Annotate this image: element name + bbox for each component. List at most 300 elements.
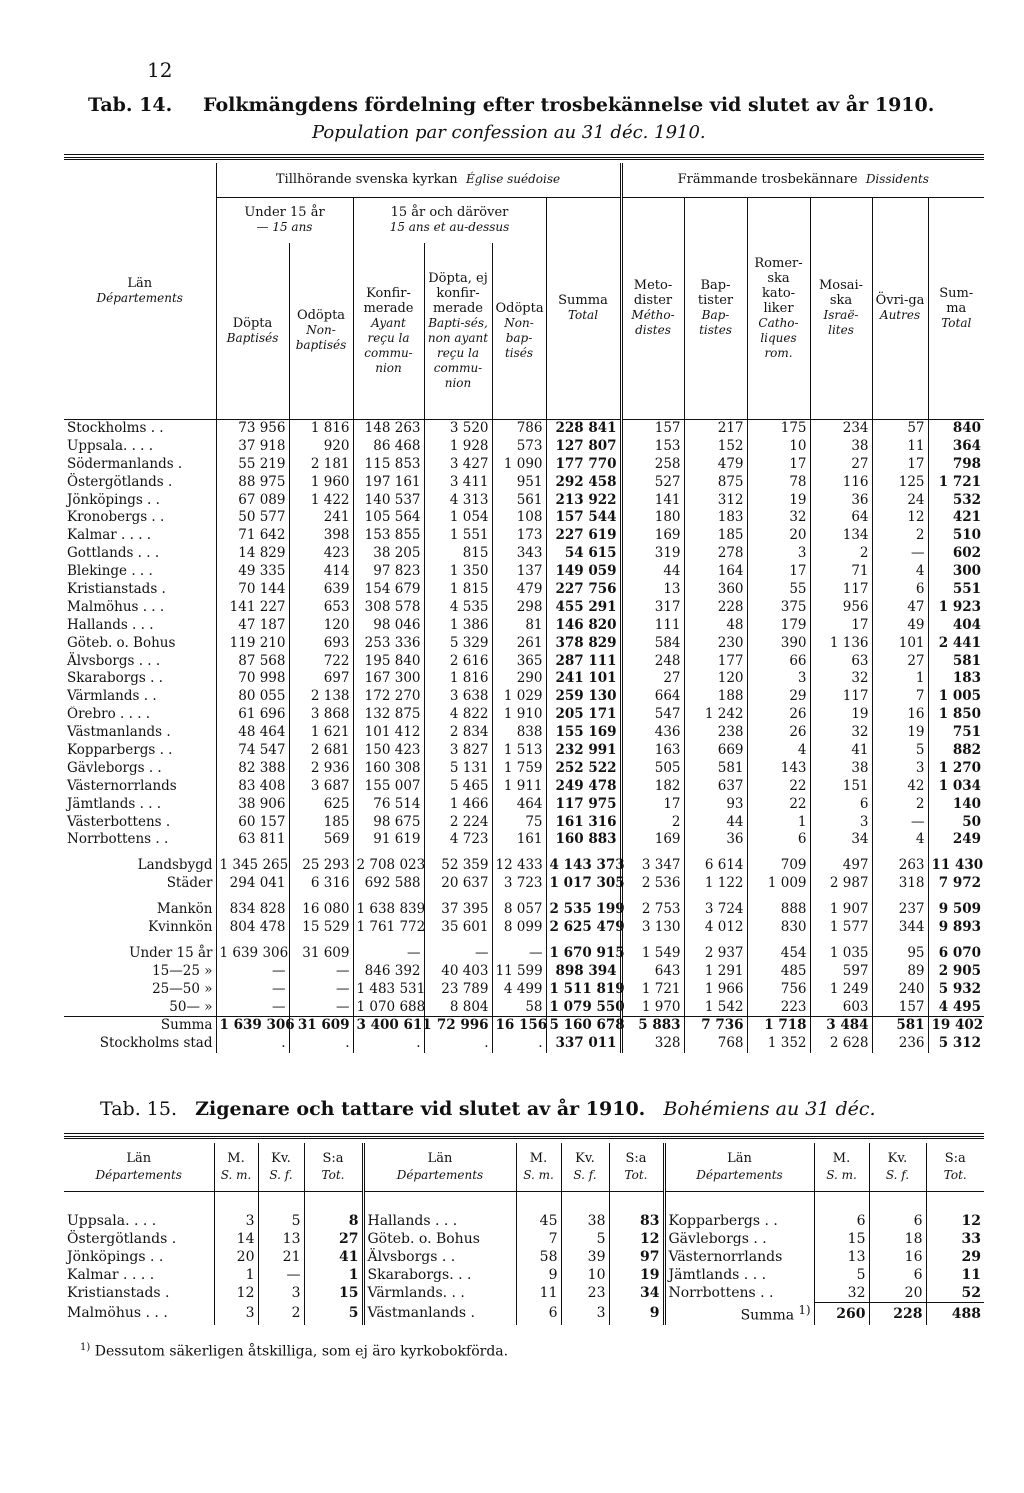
cell-value: 38 xyxy=(810,437,872,455)
row-label: Västmanlands . xyxy=(363,1302,516,1325)
cell-value: 2 xyxy=(810,545,872,563)
cell-value: 4 143 373 xyxy=(546,857,621,875)
cell-value: 134 xyxy=(810,527,872,545)
header-meto-sv: Meto-dister xyxy=(633,278,673,308)
cell-kv: 18 xyxy=(869,1231,926,1249)
cell-value: 561 xyxy=(492,491,546,509)
cell-value: 32 xyxy=(810,724,872,742)
cell-value: 17 xyxy=(872,455,928,473)
summa-label-text: Summa xyxy=(740,1308,795,1325)
cell-value: 584 xyxy=(621,634,684,652)
cell-value: 19 402 xyxy=(928,1017,984,1035)
cell-value: 3 723 xyxy=(492,875,546,893)
cell-value: 709 xyxy=(747,857,810,875)
cell-value: — xyxy=(216,980,289,998)
header-ovr-sv: Övri-ga xyxy=(875,293,925,308)
t15-h-lan-3-sv: Län xyxy=(727,1150,752,1166)
table-row xyxy=(64,795,984,813)
header-dopta xyxy=(216,243,289,419)
tab15-table xyxy=(64,1143,984,1325)
cell-value: 3 427 xyxy=(424,455,492,473)
cell-value: 3 868 xyxy=(289,706,353,724)
header-under15 xyxy=(216,197,353,243)
cell-m: 3 xyxy=(214,1302,258,1325)
cell-value: 52 359 xyxy=(424,857,492,875)
cell-value: 58 xyxy=(492,998,546,1016)
table-row xyxy=(64,813,984,831)
table-row xyxy=(64,1249,984,1267)
cell-value: 259 130 xyxy=(546,688,621,706)
tab15-top-rule xyxy=(64,1133,984,1134)
cell-value: 87 568 xyxy=(216,652,289,670)
cell-value: 1 911 xyxy=(492,777,546,795)
table-row xyxy=(64,1213,984,1231)
cell-value: 5 329 xyxy=(424,634,492,652)
cell-value: 1 xyxy=(872,670,928,688)
cell-value: 2 441 xyxy=(928,634,984,652)
cell-sa: 12 xyxy=(609,1231,664,1249)
cell-value: 597 xyxy=(810,962,872,980)
row-label: Jönköpings . . xyxy=(67,491,160,508)
row-label: Värmlands . . xyxy=(67,688,157,705)
cell-value: 551 xyxy=(928,581,984,599)
group-row xyxy=(64,1035,984,1053)
header-over15 xyxy=(353,197,546,243)
cell-value: 398 xyxy=(289,527,353,545)
header-foreign-fr: Dissidents xyxy=(865,172,929,187)
row-label: Uppsala. . . . xyxy=(67,437,154,454)
cell-value: 5 312 xyxy=(928,1035,984,1053)
cell-sa: 34 xyxy=(609,1284,664,1302)
cell-value: 31 609 xyxy=(289,944,353,962)
cell-value: 888 xyxy=(747,901,810,919)
cell-kv: 23 xyxy=(561,1284,609,1302)
cell-value: 140 xyxy=(928,795,984,813)
t15-h-sa-3 xyxy=(926,1143,984,1191)
cell-value: 3 724 xyxy=(684,901,747,919)
cell-value: 164 xyxy=(684,563,747,581)
cell-sa: 5 xyxy=(304,1302,363,1325)
row-label: Blekinge . . . xyxy=(67,563,153,580)
cell-value: 1 035 xyxy=(810,944,872,962)
table-row xyxy=(64,759,984,777)
cell-value: 344 xyxy=(872,919,928,937)
cell-value: 414 xyxy=(289,563,353,581)
header-rom-sv: Romer-ska kato-liker xyxy=(754,255,803,316)
cell-value: 3 827 xyxy=(424,742,492,760)
cell-value: 768 xyxy=(684,1035,747,1053)
cell-value: 290 xyxy=(492,670,546,688)
cell-value: 169 xyxy=(621,527,684,545)
cell-value: 319 xyxy=(621,545,684,563)
cell-value: 798 xyxy=(928,455,984,473)
cell-kv: 3 xyxy=(561,1302,609,1325)
table-row xyxy=(64,1302,984,1325)
cell-value: 48 xyxy=(684,616,747,634)
cell-value: 3 411 xyxy=(424,473,492,491)
cell-value: 7 xyxy=(872,688,928,706)
cell-m: 45 xyxy=(516,1213,561,1231)
cell-value: 155 007 xyxy=(353,777,424,795)
cell-value: 49 335 xyxy=(216,563,289,581)
cell-m: 13 xyxy=(814,1249,869,1267)
cell-value: 143 xyxy=(747,759,810,777)
cell-value: 137 xyxy=(492,563,546,581)
cell-kv: 16 xyxy=(869,1249,926,1267)
cell-value: 163 xyxy=(621,742,684,760)
row-label: Norrbottens . . xyxy=(664,1284,814,1302)
cell-value: 80 055 xyxy=(216,688,289,706)
cell-value: 343 xyxy=(492,545,546,563)
cell-sa: 41 xyxy=(304,1249,363,1267)
header-summa xyxy=(546,197,621,419)
cell-value: 1 638 839 xyxy=(353,901,424,919)
table-row xyxy=(64,473,984,491)
cell-value: 625 xyxy=(289,795,353,813)
cell-value: 830 xyxy=(747,919,810,937)
cell-value: . xyxy=(216,1035,289,1053)
cell-value: 1 345 265 xyxy=(216,857,289,875)
row-label: Gävleborgs . . xyxy=(67,759,162,776)
row-label: Örebro . . . . xyxy=(67,706,151,723)
header-swedish-church-sv: Tillhörande svenska kyrkan xyxy=(275,172,458,188)
cell-value: 15 529 xyxy=(289,919,353,937)
cell-value: 81 xyxy=(492,616,546,634)
table-row xyxy=(64,652,984,670)
cell-value: 232 991 xyxy=(546,742,621,760)
header-sum2 xyxy=(928,197,984,419)
cell-value: 956 xyxy=(810,598,872,616)
row-label: Mankön xyxy=(156,901,213,918)
cell-value: 50 xyxy=(928,813,984,831)
cell-m: 32 xyxy=(814,1284,869,1302)
cell-value: 423 xyxy=(289,545,353,563)
table-row xyxy=(64,491,984,509)
cell-value: 101 xyxy=(872,634,928,652)
header-foreign-sv: Främmande trosbekännare xyxy=(677,172,858,188)
header-konf xyxy=(353,243,424,419)
t15-h-lan-2-sv: Län xyxy=(427,1150,453,1166)
cell-value: 26 xyxy=(747,724,810,742)
cell-value: 464 xyxy=(492,795,546,813)
cell-value: 227 756 xyxy=(546,581,621,599)
cell-value: 1 759 xyxy=(492,759,546,777)
cell-value: 125 xyxy=(872,473,928,491)
cell-value: 527 xyxy=(621,473,684,491)
cell-kv: 6 xyxy=(869,1266,926,1284)
cell-value: 120 xyxy=(289,616,353,634)
cell-value: — xyxy=(353,944,424,962)
cell-value: 41 xyxy=(810,742,872,760)
cell-value: 1 621 xyxy=(289,724,353,742)
cell-value: 9 893 xyxy=(928,919,984,937)
cell-value: — xyxy=(424,944,492,962)
row-label: Västernorrlands xyxy=(664,1249,814,1267)
table-row xyxy=(64,527,984,545)
cell-value: 421 xyxy=(928,509,984,527)
cell-value: 875 xyxy=(684,473,747,491)
cell-value: 173 xyxy=(492,527,546,545)
t15-h-sa-1-sv: S:a xyxy=(322,1150,344,1166)
row-label: Kalmar . . . . xyxy=(67,1266,155,1283)
tab15-body xyxy=(64,1213,984,1325)
cell-value: 692 588 xyxy=(353,875,424,893)
t15-h-lan-3 xyxy=(664,1143,814,1191)
cell-value: 312 xyxy=(684,491,747,509)
t15-h-kv-1 xyxy=(258,1143,304,1191)
table-row xyxy=(64,1266,984,1284)
cell-value: 2 708 023 xyxy=(353,857,424,875)
t15-h-m-1 xyxy=(214,1143,258,1191)
row-label: Hallands . . . xyxy=(363,1213,516,1231)
cell-value: 195 840 xyxy=(353,652,424,670)
cell-value: 2 681 xyxy=(289,742,353,760)
cell-value: 2 987 xyxy=(810,875,872,893)
cell-value: 227 619 xyxy=(546,527,621,545)
cell-value: 505 xyxy=(621,759,684,777)
cell-value: 364 xyxy=(928,437,984,455)
cell-value: 234 xyxy=(810,419,872,437)
cell-value: 12 433 xyxy=(492,857,546,875)
cell-value: 1 005 xyxy=(928,688,984,706)
cell-m: 20 xyxy=(214,1249,258,1267)
cell-m: 1 xyxy=(214,1266,258,1284)
cell-value: — xyxy=(872,545,928,563)
header-odopta-sv: Odöpta xyxy=(296,308,346,324)
summa-label xyxy=(664,1302,814,1325)
cell-value: 337 011 xyxy=(546,1035,621,1053)
row-label: Skaraborgs . . xyxy=(67,670,163,687)
cell-value: 4 822 xyxy=(424,706,492,724)
cell-value: 16 156 xyxy=(492,1017,546,1035)
cell-m: 3 xyxy=(214,1213,258,1231)
cell-value: 36 xyxy=(684,831,747,849)
cell-value: 261 xyxy=(492,634,546,652)
group-row xyxy=(64,875,984,893)
t15-h-m-3 xyxy=(814,1143,869,1191)
cell-value: 3 347 xyxy=(621,857,684,875)
cell-value: 71 xyxy=(810,563,872,581)
cell-value: 497 xyxy=(810,857,872,875)
cell-value: 1 029 xyxy=(492,688,546,706)
header-sum2-sv: Sum-ma xyxy=(939,285,974,316)
cell-value: 98 675 xyxy=(353,813,424,831)
header-dopta-ej xyxy=(424,243,492,419)
header-odopta xyxy=(289,243,353,419)
cell-value: 248 xyxy=(621,652,684,670)
cell-value: 182 xyxy=(621,777,684,795)
cell-value: 2 616 xyxy=(424,652,492,670)
cell-value: 153 xyxy=(621,437,684,455)
cell-kv: 21 xyxy=(258,1249,304,1267)
cell-value: 70 998 xyxy=(216,670,289,688)
cell-value: 12 xyxy=(872,509,928,527)
cell-value: 3 520 xyxy=(424,419,492,437)
cell-value: 6 316 xyxy=(289,875,353,893)
t15-h-m-3-fr: S. m. xyxy=(826,1167,857,1182)
group-row xyxy=(64,980,984,998)
t15-h-lan-1 xyxy=(64,1143,214,1191)
cell-value: 4 495 xyxy=(928,998,984,1016)
cell-value: 643 xyxy=(621,962,684,980)
cell-value: 479 xyxy=(684,455,747,473)
spacer-row xyxy=(64,849,984,857)
cell-value: 1 422 xyxy=(289,491,353,509)
cell-value: 241 xyxy=(289,509,353,527)
cell-sa: 9 xyxy=(609,1302,664,1325)
cell-value: 108 xyxy=(492,509,546,527)
cell-value: 150 423 xyxy=(353,742,424,760)
cell-value: 177 xyxy=(684,652,747,670)
cell-value: 3 484 xyxy=(810,1017,872,1035)
row-label: Kvinnkön xyxy=(148,918,213,935)
header-mos xyxy=(810,197,872,419)
cell-kv: 13 xyxy=(258,1231,304,1249)
cell-value: 183 xyxy=(684,509,747,527)
cell-value: 7 736 xyxy=(684,1017,747,1035)
cell-value: 17 xyxy=(621,795,684,813)
cell-kv: 5 xyxy=(258,1213,304,1231)
cell-value: 5 465 xyxy=(424,777,492,795)
cell-value: 1 850 xyxy=(928,706,984,724)
cell-value: 252 522 xyxy=(546,759,621,777)
cell-value: 71 642 xyxy=(216,527,289,545)
tab15-label: Tab. 15. xyxy=(100,1098,177,1120)
header-dopta-ej-fr: Bapti-sés, non ayant reçu la commu-nion xyxy=(427,315,489,390)
header-lan-sv: Län xyxy=(127,275,153,291)
cell-value: 1 639 306 xyxy=(216,1017,289,1035)
cell-kv: 5 xyxy=(561,1231,609,1249)
header-bap xyxy=(684,197,747,419)
cell-value: 240 xyxy=(872,980,928,998)
cell-value: 581 xyxy=(872,1017,928,1035)
header-meto-fr: Métho-distes xyxy=(631,308,675,337)
t15-h-m-1-sv: M. xyxy=(227,1150,245,1166)
group-row xyxy=(64,944,984,962)
summa-sa: 488 xyxy=(926,1302,984,1325)
cell-m: 5 xyxy=(814,1266,869,1284)
table-row xyxy=(64,1284,984,1302)
cell-value: 27 xyxy=(872,652,928,670)
group-row xyxy=(64,1017,984,1035)
cell-sa: 15 xyxy=(304,1284,363,1302)
cell-value: 117 xyxy=(810,581,872,599)
cell-value: 37 395 xyxy=(424,901,492,919)
cell-value: 697 xyxy=(289,670,353,688)
row-label: Jönköpings . . xyxy=(67,1248,164,1265)
group-row xyxy=(64,962,984,980)
cell-value: 141 227 xyxy=(216,598,289,616)
t15-h-sa-2-fr: Tot. xyxy=(624,1167,648,1182)
cell-m: 14 xyxy=(214,1231,258,1249)
row-label: Hallands . . . xyxy=(67,616,154,633)
cell-value: 786 xyxy=(492,419,546,437)
tab14-title: Folkmängdens fördelning efter trosbekännelse vid slutet av år 1910. xyxy=(203,94,935,116)
cell-value: 278 xyxy=(684,545,747,563)
cell-value: 19 xyxy=(747,491,810,509)
cell-value: 11 xyxy=(872,437,928,455)
cell-kv: 39 xyxy=(561,1249,609,1267)
cell-value: 140 537 xyxy=(353,491,424,509)
cell-value: 236 xyxy=(872,1035,928,1053)
header-under15-sv: Under 15 år xyxy=(244,205,325,221)
cell-value: 188 xyxy=(684,688,747,706)
cell-value: 8 057 xyxy=(492,901,546,919)
cell-value: 581 xyxy=(684,759,747,777)
header-under15-fr: — 15 ans xyxy=(256,220,313,235)
cell-value: 153 855 xyxy=(353,527,424,545)
row-label: Kronobergs . . xyxy=(67,509,165,526)
cell-kv: 6 xyxy=(869,1213,926,1231)
cell-value: 32 xyxy=(810,670,872,688)
cell-value: 6 xyxy=(872,581,928,599)
row-label: Jämtlands . . . xyxy=(67,795,162,812)
row-label: Jämtlands . . . xyxy=(664,1266,814,1284)
row-label: Västerbottens . xyxy=(67,813,171,830)
cell-value: 1 009 xyxy=(747,875,810,893)
t15-h-kv-2-sv: Kv. xyxy=(575,1150,595,1166)
cell-value: 1 718 xyxy=(747,1017,810,1035)
cell-value: 105 564 xyxy=(353,509,424,527)
footnote-mark: 1) xyxy=(80,1342,91,1353)
cell-value: 180 xyxy=(621,509,684,527)
cell-value: 602 xyxy=(928,545,984,563)
row-label: Summa xyxy=(64,1017,216,1035)
cell-value: 22 xyxy=(747,795,810,813)
table-row xyxy=(64,724,984,742)
cell-sa: 33 xyxy=(926,1231,984,1249)
tab14-table xyxy=(64,163,984,1053)
cell-value: 2 xyxy=(621,813,684,831)
tab15-subtitle: Bohémiens au 31 déc. xyxy=(663,1098,876,1120)
cell-value: 1 721 xyxy=(928,473,984,491)
t15-h-m-2-sv: M. xyxy=(529,1150,548,1166)
cell-value: 172 270 xyxy=(353,688,424,706)
cell-value: 882 xyxy=(928,742,984,760)
cell-value: 72 996 xyxy=(424,1017,492,1035)
cell-m: 58 xyxy=(516,1249,561,1267)
cell-value: 378 829 xyxy=(546,634,621,652)
row-label: Norrbottens . . xyxy=(67,831,169,848)
cell-value: 2 536 xyxy=(621,875,684,893)
cell-value: 50 577 xyxy=(216,509,289,527)
cell-value: 298 xyxy=(492,598,546,616)
row-label: Stockholms . . xyxy=(67,419,164,436)
cell-value: 1 551 xyxy=(424,527,492,545)
cell-value: 197 161 xyxy=(353,473,424,491)
cell-value: 116 xyxy=(810,473,872,491)
cell-value: 1 970 xyxy=(621,998,684,1016)
table-row xyxy=(64,616,984,634)
header-foreign xyxy=(621,163,984,197)
cell-m: 6 xyxy=(516,1302,561,1325)
row-label: Östergötlands . xyxy=(67,473,173,490)
cell-value: 1 466 xyxy=(424,795,492,813)
cell-value: — xyxy=(216,962,289,980)
t15-h-kv-3-fr: S. f. xyxy=(885,1167,910,1182)
cell-value: 3 130 xyxy=(621,919,684,937)
cell-value: 75 xyxy=(492,813,546,831)
cell-value: 287 111 xyxy=(546,652,621,670)
cell-value: 141 xyxy=(621,491,684,509)
cell-value: 60 157 xyxy=(216,813,289,831)
cell-value: 31 609 xyxy=(289,1017,353,1035)
header-dopta-fr: Baptisés xyxy=(226,330,279,345)
cell-value: 111 xyxy=(621,616,684,634)
header-dopta-sv: Döpta xyxy=(232,315,273,331)
cell-value: 86 468 xyxy=(353,437,424,455)
footnote xyxy=(80,1342,508,1360)
